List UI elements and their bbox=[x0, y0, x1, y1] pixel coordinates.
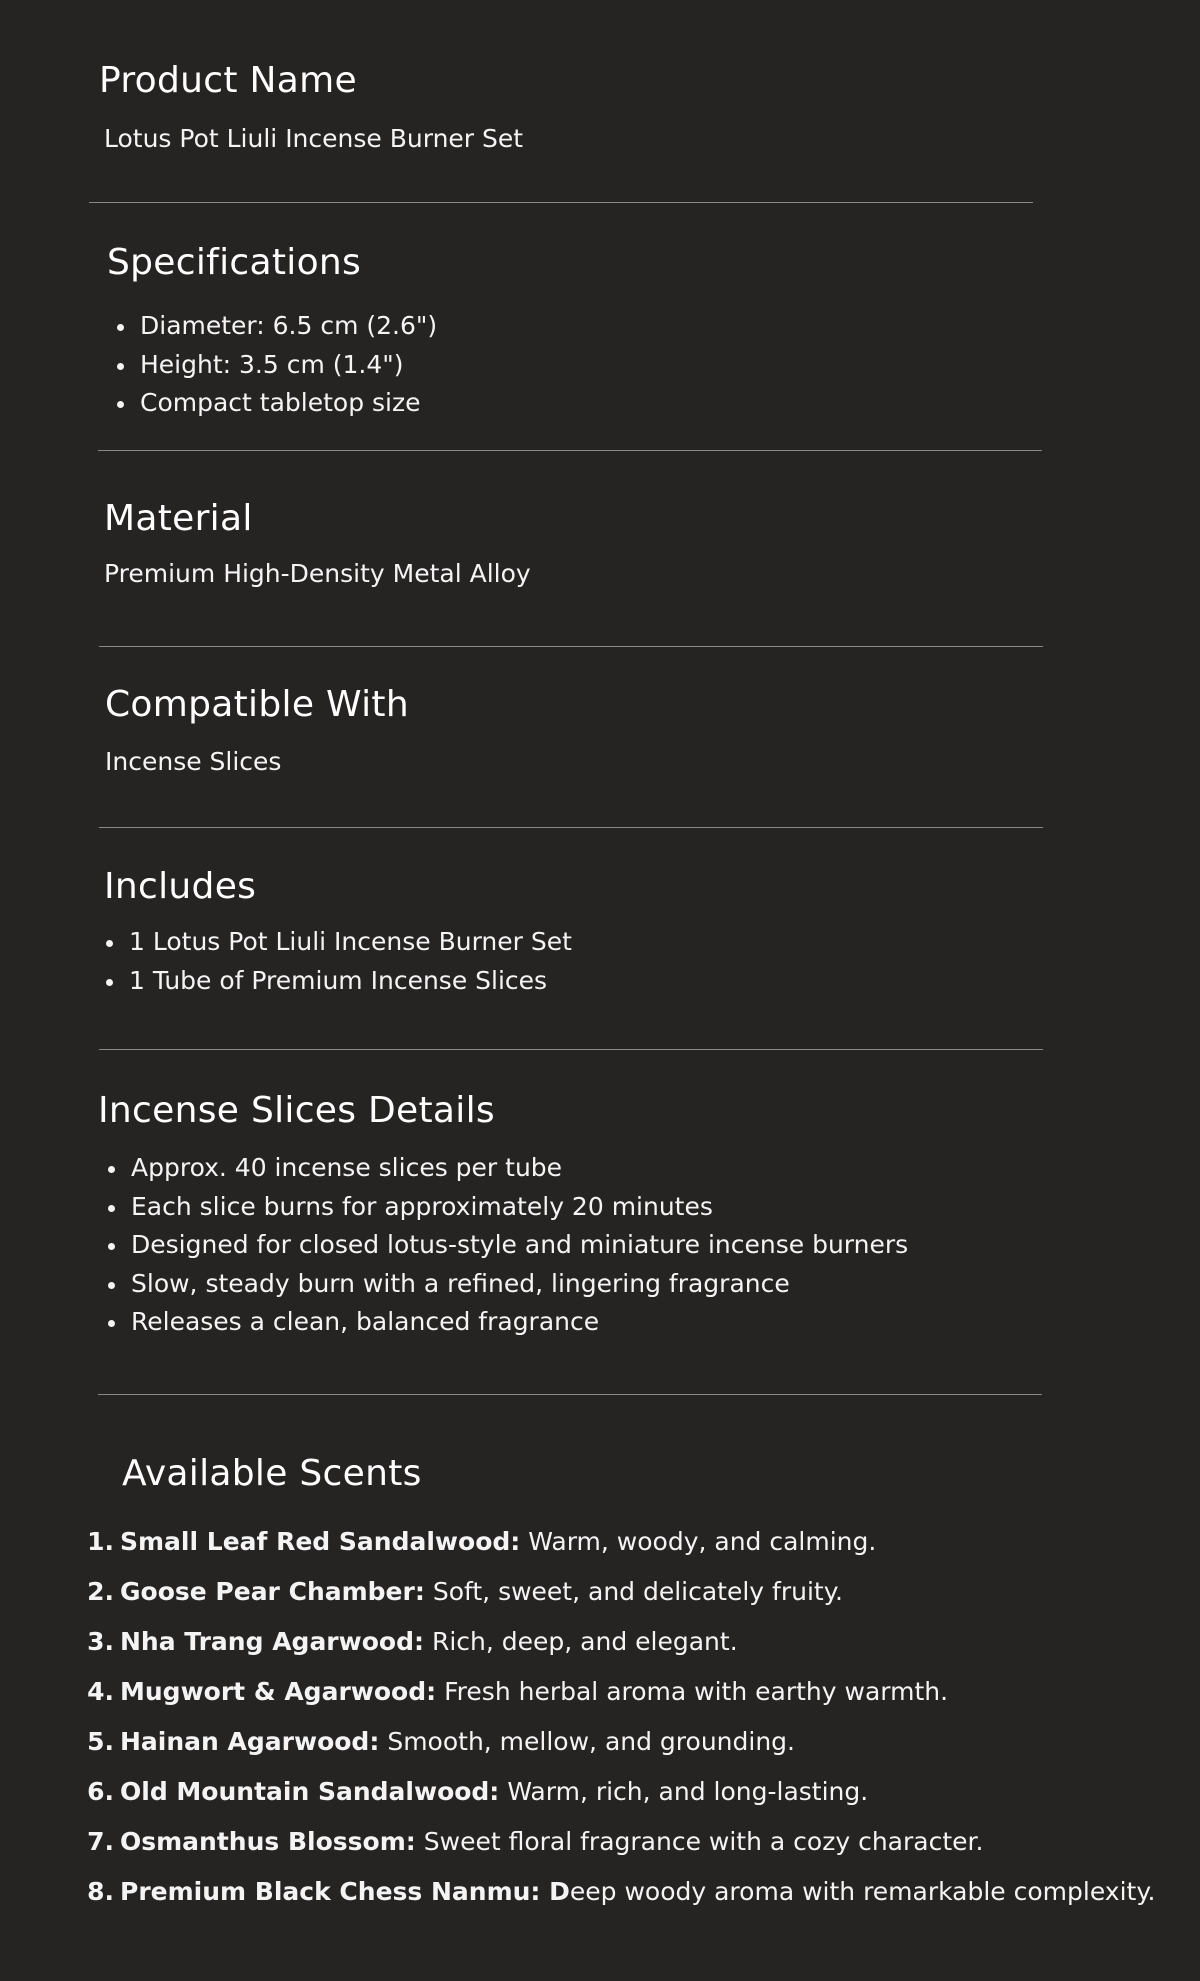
scent-number: 4. bbox=[87, 1677, 114, 1706]
scent-item bbox=[80, 1717, 1156, 1767]
scent-description: Sweet floral fragrance with a cozy character. bbox=[423, 1827, 984, 1856]
divider bbox=[89, 202, 1033, 203]
scent-name: Nha Trang Agarwood: bbox=[120, 1627, 424, 1656]
list-item: Compact tabletop size bbox=[109, 384, 437, 423]
scent-description: Fresh herbal aroma with earthy warmth. bbox=[444, 1677, 949, 1706]
scent-description: Warm, rich, and long-lasting. bbox=[507, 1777, 869, 1806]
scent-name: Small Leaf Red Sandalwood: bbox=[120, 1527, 521, 1556]
scent-item bbox=[80, 1567, 1156, 1617]
scent-item bbox=[80, 1517, 1156, 1567]
scent-number: 2. bbox=[87, 1577, 114, 1606]
scent-item bbox=[80, 1667, 1156, 1717]
scent-item bbox=[80, 1617, 1156, 1667]
divider bbox=[99, 1049, 1043, 1050]
scent-description: eep woody aroma with remarkable complexity. bbox=[569, 1877, 1156, 1906]
includes-heading: Includes bbox=[104, 866, 257, 907]
scent-number: 1. bbox=[87, 1527, 114, 1556]
scent-number: 8. bbox=[87, 1877, 114, 1906]
scent-name: Goose Pear Chamber: bbox=[120, 1577, 425, 1606]
scent-name: Premium Black Chess Nanmu: D bbox=[120, 1877, 570, 1906]
list-item: Designed for closed lotus-style and miniature incense burners bbox=[100, 1226, 908, 1265]
list-item: Each slice burns for approximately 20 minutes bbox=[100, 1188, 908, 1227]
list-item: Approx. 40 incense slices per tube bbox=[100, 1149, 908, 1188]
list-item: Diameter: 6.5 cm (2.6") bbox=[109, 307, 437, 346]
scent-description: Warm, woody, and calming. bbox=[528, 1527, 877, 1556]
scent-name: Osmanthus Blossom: bbox=[120, 1827, 416, 1856]
scent-name: Old Mountain Sandalwood: bbox=[120, 1777, 500, 1806]
product-name-heading: Product Name bbox=[99, 60, 357, 101]
list-item: Height: 3.5 cm (1.4") bbox=[109, 346, 437, 385]
divider bbox=[98, 450, 1042, 451]
scent-name: Hainan Agarwood: bbox=[120, 1727, 380, 1756]
scent-number: 3. bbox=[87, 1627, 114, 1656]
compatible-with-heading: Compatible With bbox=[105, 684, 409, 725]
material-heading: Material bbox=[104, 498, 253, 539]
scent-item bbox=[80, 1867, 1156, 1917]
divider bbox=[99, 646, 1043, 647]
divider bbox=[98, 1394, 1042, 1395]
list-item: 1 Tube of Premium Incense Slices bbox=[98, 962, 572, 1001]
scent-description: Soft, sweet, and delicately fruity. bbox=[432, 1577, 843, 1606]
specifications-list bbox=[109, 307, 437, 423]
divider bbox=[99, 827, 1043, 828]
scent-number: 6. bbox=[87, 1777, 114, 1806]
scent-description: Smooth, mellow, and grounding. bbox=[387, 1727, 795, 1756]
scent-item bbox=[80, 1767, 1156, 1817]
compatible-with-value: Incense Slices bbox=[105, 747, 282, 776]
material-value: Premium High-Density Metal Alloy bbox=[104, 559, 531, 588]
scent-name: Mugwort & Agarwood: bbox=[120, 1677, 437, 1706]
incense-details-heading: Incense Slices Details bbox=[98, 1090, 495, 1131]
scent-number: 7. bbox=[87, 1827, 114, 1856]
available-scents-heading: Available Scents bbox=[122, 1453, 422, 1494]
scent-number: 5. bbox=[87, 1727, 114, 1756]
scent-description: Rich, deep, and elegant. bbox=[431, 1627, 738, 1656]
includes-list bbox=[98, 923, 572, 1000]
product-name-value: Lotus Pot Liuli Incense Burner Set bbox=[104, 124, 524, 153]
incense-details-list bbox=[100, 1149, 908, 1342]
available-scents-list bbox=[80, 1517, 1156, 1917]
scent-item bbox=[80, 1817, 1156, 1867]
specifications-heading: Specifications bbox=[107, 242, 362, 283]
list-item: Releases a clean, balanced fragrance bbox=[100, 1303, 908, 1342]
list-item: 1 Lotus Pot Liuli Incense Burner Set bbox=[98, 923, 572, 962]
list-item: Slow, steady burn with a refined, lingering fragrance bbox=[100, 1265, 908, 1304]
